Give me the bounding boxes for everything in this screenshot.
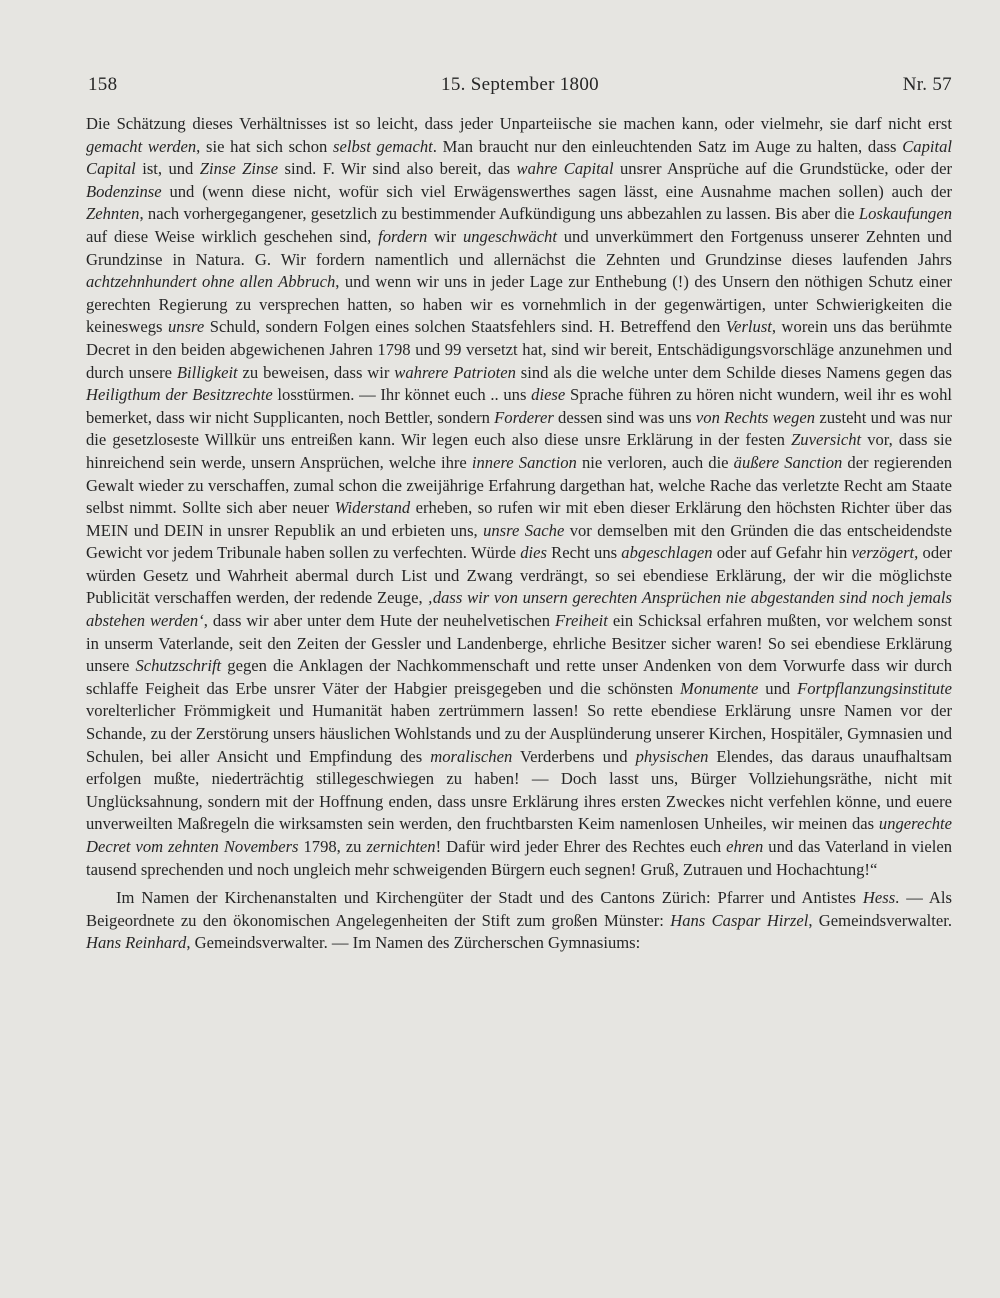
- emphasis-text: physischen: [635, 746, 709, 766]
- body-text: [86, 113, 952, 955]
- emphasis-text: unsre Sache: [483, 520, 565, 540]
- text-run: ! Dafür wird jeder Ehrer des Rechtes euch: [435, 837, 727, 856]
- text-run: losstürmen. — Ihr könnet euch .. uns: [272, 385, 532, 405]
- text-run: , worein uns das berühmte Decret in den beiden abgewichenen Jahren 1798 und 99 versetzt hat, sind wir bereit, Entschädigungsvorschläge anzunehmen und durch unsere: [86, 317, 952, 382]
- text-run: nie verloren, auch die: [576, 452, 734, 472]
- text-run: Recht uns: [546, 543, 622, 563]
- text-run: vorelterlicher Frömmigkeit und Humanität haben zertrümmern lassen! So rette ebendiese Erklärung unsre Namen vor der Schande, zu der Zerstörung unsers häuslichen Wohlstands und zu der Ausplünderung unserer Kirchen, Hospitäler, Gymnasien und Schulen, bei aller Ansicht und Empfindung des: [86, 701, 952, 766]
- text-run: und das Vaterland in vielen tausend sprechenden und noch ungleich mehr schweigenden Bürgern euch segnen! Gruß, Zutrauen und Hochachtung!“: [86, 837, 953, 879]
- text-run: ist, und: [135, 159, 200, 179]
- text-run: , nach vorhergegangener, gesetzlich zu bestimmender Aufkündigung uns abbezahlen zu lassen. Bis aber die: [139, 204, 859, 224]
- emphasis-text: Capital Capital: [86, 136, 952, 179]
- text-run: und unverkümmert den Fortgenuss unserer Zehnten und Grundzinse in Natura. G. Wir fordern namentlich und allernächst die Zehnten und Grundzinse dieses laufenden Jahrs: [86, 226, 952, 269]
- text-run: der regierenden Gewalt wieder zu verschaffen, zumal schon die zweijährige Erfahrung dargethan hat, welche Rache das verletzte Recht am Staate selbst nimmt. Sollte sich aber neuer: [86, 452, 952, 518]
- paragraph: [86, 887, 952, 955]
- emphasis-text: moralischen: [430, 746, 513, 766]
- emphasis-text: achtzehnhundert ohne allen Abbruch: [86, 272, 336, 292]
- emphasis-text: Freiheit: [555, 611, 608, 631]
- header-date: 15. September 1800: [441, 74, 599, 95]
- emphasis-text: Zinse Zinse: [199, 159, 279, 179]
- emphasis-text: diese: [531, 385, 566, 405]
- emphasis-text: dies: [520, 543, 547, 563]
- emphasis-text: ehren: [726, 837, 764, 856]
- text-run: erheben, so rufen wir mit eben dieser Erklärung den höchsten Richter über das MEIN und DEIN in unsrer Republik an und erbieten uns,: [86, 498, 952, 540]
- text-run: Sprache führen zu hören nicht wundern, weil ihr es wohl bemerket, dass wir nicht Supplicanten, noch Bettler, sondern: [86, 385, 952, 427]
- text-run: unsrer Ansprüche auf die Grundstücke, oder der: [613, 159, 952, 179]
- paragraph: [86, 113, 952, 881]
- text-run: , Gemeindsverwalter. — Im Namen des Zürcherschen Gymnasiums:: [186, 933, 641, 953]
- text-run: gegen die Anklagen der Nachkommenschaft und rette unser Andenken von dem Vorwurfe dass wir durch schlaffe Feigheit das Erbe unsrer Väter der Habgier preisgegeben und die schönsten: [86, 656, 952, 698]
- text-run: auf diese Weise wirklich geschehen sind,: [86, 226, 379, 246]
- text-run: Schuld, sondern Folgen eines solchen Staatsfehlers sind. H. Betreffend den: [204, 317, 726, 337]
- emphasis-text: abgeschlagen: [621, 543, 713, 563]
- emphasis-text: ungerechte Decret vom zehnten Novembers: [86, 814, 952, 856]
- text-run: Elendes, das daraus unaufhaltsam erfolgen mußte, niederträchtig stillegeschwiegen zu haben! — Doch lasst uns, Bürger Vollziehungsräthe, nicht mit Unglücksahnung, sondern mit der Hoffnung enden, dass unsre Erklärung ihres ersten Zweckes nicht verfehlen könne, und euere unverweilten Maßregeln die wirksamsten sein werden, den fruchtbarsten Keim namenlosen Unheiles, wir meinen das: [86, 746, 952, 834]
- text-run: , Gemeindsverwalter.: [808, 910, 952, 930]
- emphasis-text: ‚dass wir von unsern gerechten Ansprüchen nie abgestanden sind noch jemals abstehen werden‘: [86, 588, 952, 631]
- emphasis-text: Widerstand: [334, 498, 411, 518]
- emphasis-text: Zuversicht: [791, 430, 862, 450]
- text-run: . Man braucht nur den einleuchtenden Satz im Auge zu halten, dass: [432, 136, 903, 156]
- emphasis-text: unsre: [168, 317, 205, 337]
- emphasis-text: Monumente: [680, 678, 759, 698]
- emphasis-text: äußere Sanction: [733, 452, 843, 472]
- issue-number: Nr. 57: [902, 74, 952, 95]
- emphasis-text: Bodenzinse: [86, 181, 162, 201]
- page-number: 158: [88, 74, 118, 95]
- text-run: vor demselben mit den Gründen die das entscheidendste Gewicht vor jedem Tribunale haben sollen zu verfechten. Würde: [86, 520, 952, 563]
- text-run: zu beweisen, dass wir: [237, 362, 395, 382]
- text-run: zusteht und was nur die gesetzloseste Willkür uns entreißen kann. Wir legen euch also diese unsre Erklärung in der festen: [86, 407, 952, 450]
- page-header: [88, 74, 952, 102]
- text-run: dessen sind was uns: [553, 407, 696, 427]
- emphasis-text: Hess: [862, 888, 896, 908]
- emphasis-text: Hans Reinhard: [86, 933, 187, 953]
- emphasis-text: Verlust: [725, 317, 772, 337]
- emphasis-text: Forderer: [494, 407, 554, 427]
- text-run: . — Als Beigeordnete zu den ökonomischen Angelegenheiten der Stift zum großen Münster:: [86, 888, 952, 930]
- text-run: Die Schätzung dieses Verhältnisses ist so leicht, dass jeder Unparteiische sie machen kann, oder vielmehr, sie darf nicht erst: [86, 114, 952, 133]
- emphasis-text: Schutzschrift: [135, 656, 222, 676]
- emphasis-text: verzögert: [851, 543, 915, 563]
- emphasis-text: Loskaufungen: [858, 204, 952, 224]
- emphasis-text: wahre Capital: [516, 159, 614, 179]
- text-run: , dass wir aber unter dem Hute der neuhelvetischen: [203, 611, 556, 631]
- text-run: sind. F. Wir sind also bereit, das: [278, 159, 517, 179]
- emphasis-text: von Rechts wegen: [695, 407, 816, 427]
- text-run: vor, dass sie hinreichend sein werde, unsern Ansprüchen, welche ihre: [86, 430, 953, 472]
- emphasis-text: Heiligthum der Besitzrechte: [86, 385, 273, 405]
- text-run: Verderbens und: [512, 746, 636, 766]
- emphasis-text: gemacht werden: [86, 136, 197, 156]
- text-run: wir: [427, 226, 463, 246]
- emphasis-text: Billigkeit: [176, 362, 238, 382]
- emphasis-text: innere Sanction: [471, 452, 577, 472]
- emphasis-text: fordern: [378, 226, 428, 246]
- text-run: , und wenn wir uns in jeder Lage zur Enthebung (!) des Unsern den nöthigen Schutz einer gerechten Regierung zu versprechen hatten, so haben wir es vornehmlich in der gegenwärtigen, unter Schwierigkeiten die keineswegs: [86, 272, 952, 337]
- emphasis-text: zernichten: [366, 837, 436, 856]
- emphasis-text: Hans Caspar Hirzel: [670, 910, 809, 930]
- text-run: sind als die welche unter dem Schilde dieses Namens gegen das: [515, 362, 953, 382]
- text-run: und (wenn diese nicht, wofür sich viel Erwägenswerthes sagen lässt, eine Ausnahme machen sollen) auch der: [161, 181, 952, 201]
- emphasis-text: Fortpflanzungsinstitute: [797, 678, 953, 698]
- text-run: 1798, zu: [298, 837, 367, 856]
- emphasis-text: wahrere Patrioten: [394, 362, 516, 382]
- emphasis-text: selbst gemacht: [333, 136, 433, 156]
- text-run: und: [758, 678, 798, 698]
- emphasis-text: Zehnten: [86, 204, 140, 224]
- text-run: , sie hat sich schon: [196, 136, 334, 156]
- emphasis-text: ungeschwächt: [462, 226, 557, 246]
- text-run: Im Namen der Kirchenanstalten und Kirchengüter der Stadt und des Cantons Zürich: Pfarrer und Antistes: [116, 888, 863, 908]
- text-run: ein Schicksal erfahren mußten, vor welchem sonst in unserm Vaterlande, seit den Zeiten der Gessler und Landenberge, ehrliche Besitzer sicher waren! So sei ebendiese Erklärung unsere: [86, 611, 952, 676]
- text-run: , oder würden Gesetz und Wahrheit abermal durch List und Zwang verdrängt, so sei ebendiese Erklärung, der wir die möglichste Publicität verschaffen werden, der redende Zeuge,: [86, 543, 953, 608]
- text-run: oder auf Gefahr hin: [712, 543, 852, 563]
